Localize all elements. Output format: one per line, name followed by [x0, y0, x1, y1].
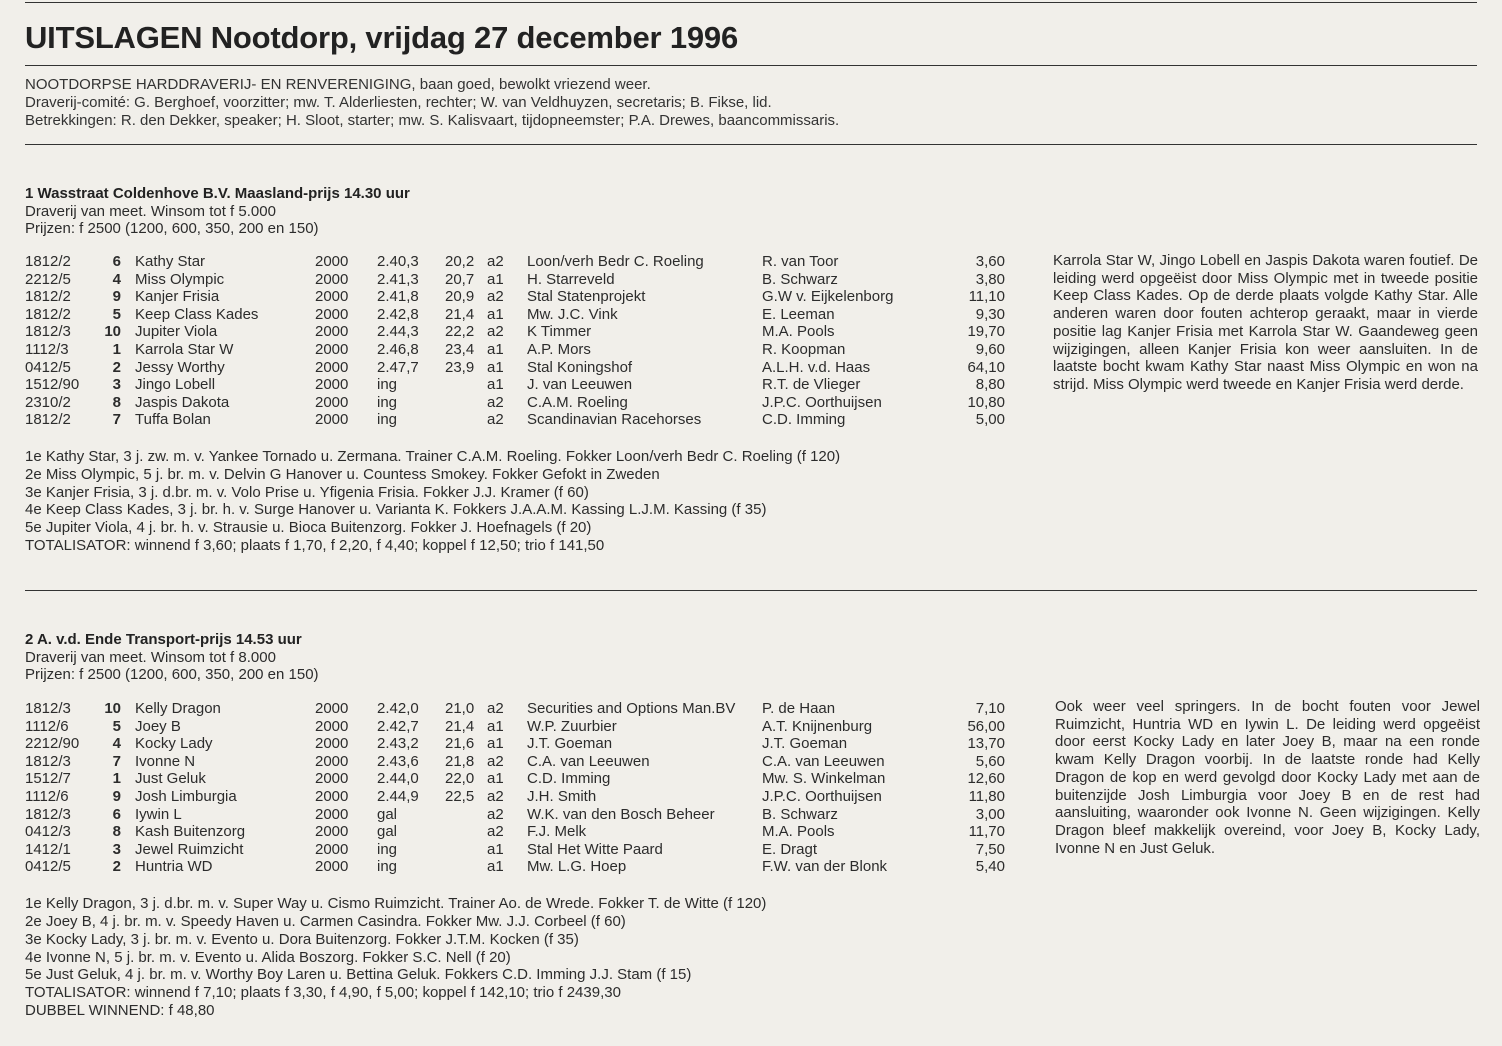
result-dist: 2000	[315, 735, 349, 753]
race-2-totalisator: TOTALISATOR: winnend f 7,10; plaats f 3,30, f 4,90, f 5,00; koppel f 142,10; trio f 2439,30	[25, 984, 621, 1001]
result-dist: 2000	[315, 752, 349, 770]
officials-line: Betrekkingen: R. den Dekker, speaker; H. Sloot, starter; mw. S. Kalisvaart, tijdopneemster; P.A. Drewes, baancommissaris.	[25, 112, 840, 129]
result-driver: J.T. Goeman	[762, 735, 848, 753]
race-1-placing-5: 5e Jupiter Viola, 4 j. br. h. v. Strausie u. Bioca Buitenzorg. Fokker J. Hoefnagels (f 20)	[25, 519, 592, 536]
result-row	[25, 394, 1015, 412]
result-owner: Loon/verh Bedr C. Roeling	[527, 253, 704, 270]
result-time: 2.42,0	[377, 700, 419, 717]
result-row	[25, 823, 1015, 841]
result-time: ing	[377, 411, 398, 429]
result-horse: Karrola Star W	[135, 340, 234, 358]
result-odds: 9,30	[975, 305, 1005, 323]
result-num: 3	[112, 840, 121, 858]
result-owner: J.T. Goeman	[527, 735, 613, 753]
result-form: 1512/90	[25, 376, 80, 394]
result-owner: W.K. van den Bosch Beheer	[527, 805, 715, 823]
result-dist: 2000	[315, 717, 349, 735]
result-num: 4	[112, 270, 121, 288]
result-dist: 2000	[315, 358, 349, 376]
result-horse: Kelly Dragon	[135, 700, 221, 717]
result-start: a1	[487, 340, 504, 358]
result-horse: Keep Class Kades	[135, 305, 259, 323]
result-time: 2.44,9	[377, 787, 419, 805]
result-driver: M.A. Pools	[762, 323, 835, 341]
result-driver: J.P.C. Oorthuijsen	[762, 787, 882, 805]
result-form: 1812/2	[25, 253, 71, 270]
result-num: 9	[112, 288, 121, 306]
result-time: 2.44,3	[377, 323, 419, 341]
result-horse: Miss Olympic	[135, 270, 225, 288]
result-horse: Iywin L	[135, 805, 182, 823]
result-time: 2.42,7	[377, 717, 419, 735]
result-form: 1812/3	[25, 805, 71, 823]
result-owner: Stal Het Witte Paard	[527, 840, 663, 858]
result-form: 1812/3	[25, 323, 71, 341]
result-owner: C.A. van Leeuwen	[527, 752, 650, 770]
result-num: 5	[112, 305, 121, 323]
result-form: 2212/5	[25, 270, 71, 288]
title-rule	[25, 65, 1477, 66]
result-odds: 3,00	[975, 805, 1005, 823]
result-red: 20,7	[445, 270, 475, 288]
result-row	[25, 411, 1015, 429]
race-1-placing-4: 4e Keep Class Kades, 3 j. br. h. v. Surge Hanover u. Varianta K. Fokkers J.A.A.M. Kassing L.J.M. Kassing (f 35)	[25, 501, 767, 518]
result-driver: C.D. Imming	[762, 411, 846, 429]
result-owner: F.J. Melk	[527, 823, 587, 841]
result-form: 1112/6	[25, 717, 69, 735]
result-driver: M.A. Pools	[762, 823, 835, 841]
result-red: 21,4	[445, 717, 475, 735]
result-form: 0412/5	[25, 858, 71, 876]
result-start: a1	[487, 735, 504, 753]
result-red: 21,0	[445, 700, 475, 717]
result-form: 2310/2	[25, 393, 71, 411]
result-row	[25, 858, 1015, 876]
result-time: 2.47,7	[377, 358, 419, 376]
result-owner: Mw. L.G. Hoep	[527, 858, 627, 876]
result-start: a2	[487, 823, 504, 841]
result-time: 2.42,8	[377, 305, 419, 323]
result-driver: R.T. de Vlieger	[762, 376, 861, 394]
result-dist: 2000	[315, 305, 349, 323]
result-num: 1	[112, 340, 121, 358]
result-driver: J.P.C. Oorthuijsen	[762, 393, 882, 411]
result-start: a1	[487, 770, 504, 788]
race-2-results-table	[25, 700, 1015, 876]
top-rule	[25, 2, 1477, 3]
race-2-placing-1: 1e Kelly Dragon, 3 j. d.br. m. v. Super Way u. Cismo Ruimzicht. Trainer Ao. de Wrede. Fokker T. de Witte (f 120)	[25, 895, 767, 912]
result-driver: B. Schwarz	[762, 270, 838, 288]
page-title: UITSLAGEN Nootdorp, vrijdag 27 december 1996	[25, 20, 738, 55]
result-time: gal	[377, 805, 398, 823]
result-driver: B. Schwarz	[762, 805, 838, 823]
result-row	[25, 253, 1015, 271]
result-start: a1	[487, 840, 504, 858]
result-time: 2.46,8	[377, 340, 419, 358]
result-num: 6	[112, 253, 121, 270]
result-odds: 3,80	[975, 270, 1005, 288]
result-row	[25, 718, 1015, 736]
result-odds: 5,40	[975, 858, 1005, 876]
result-driver: C.A. van Leeuwen	[762, 752, 885, 770]
result-red: 20,2	[445, 253, 475, 270]
result-start: a1	[487, 858, 504, 876]
result-time: 2.40,3	[377, 253, 419, 270]
result-red: 21,8	[445, 752, 475, 770]
result-row	[25, 359, 1015, 377]
race-2-heading: 2 A. v.d. Ende Transport-prijs 14.53 uur	[25, 631, 302, 648]
result-horse: Kathy Star	[135, 253, 206, 270]
result-form: 1812/3	[25, 752, 71, 770]
race-1-comment: Karrola Star W, Jingo Lobell en Jaspis Dakota waren foutief. De leiding werd opgeëist door Miss Olympic met in tweede positie Keep Class Kades. Op de derde plaats volgde Kathy Star. Alle anderen waren door fouten achterop geraakt, maar in vierde positie lag Kanjer Frisia met Karrola Star W. Gaandeweg geen wijzigingen, alleen Kanjer Frisia kon weer aansluiten. In de laatste bocht kwam Kathy Star naast Miss Olympic en won na strijd. Miss Olympic werd tweede en Kanjer Frisia werd derde.	[1053, 252, 1478, 393]
result-start: a1	[487, 358, 504, 376]
result-num: 6	[112, 805, 121, 823]
result-odds: 10,80	[967, 393, 1005, 411]
result-dist: 2000	[315, 823, 349, 841]
result-num: 1	[112, 770, 121, 788]
result-start: a1	[487, 270, 504, 288]
result-row	[25, 700, 1015, 718]
result-num: 7	[112, 411, 121, 429]
result-dist: 2000	[315, 700, 349, 717]
result-form: 1412/1	[25, 840, 71, 858]
result-odds: 56,00	[967, 717, 1005, 735]
result-dist: 2000	[315, 393, 349, 411]
result-red: 21,6	[445, 735, 475, 753]
result-red: 22,5	[445, 787, 475, 805]
result-row	[25, 806, 1015, 824]
result-owner: W.P. Zuurbier	[527, 717, 617, 735]
result-dist: 2000	[315, 787, 349, 805]
result-horse: Jessy Worthy	[135, 358, 225, 376]
result-num: 2	[112, 858, 121, 876]
result-time: ing	[377, 393, 398, 411]
result-owner: Stal Statenprojekt	[527, 288, 646, 306]
result-driver: Mw. S. Winkelman	[762, 770, 886, 788]
result-dist: 2000	[315, 411, 349, 429]
result-horse: Jaspis Dakota	[135, 393, 230, 411]
result-dist: 2000	[315, 270, 349, 288]
result-driver: R. van Toor	[762, 253, 839, 270]
result-owner: H. Starreveld	[527, 270, 615, 288]
result-num: 8	[112, 393, 121, 411]
result-row	[25, 841, 1015, 859]
result-driver: A.T. Knijnenburg	[762, 717, 873, 735]
result-red: 23,4	[445, 340, 475, 358]
race-2-placing-3: 3e Kocky Lady, 3 j. br. m. v. Evento u. Dora Buitenzorg. Fokker J.T.M. Kocken (f 35)	[25, 931, 579, 948]
result-odds: 64,10	[967, 358, 1005, 376]
result-start: a2	[487, 253, 504, 270]
result-horse: Ivonne N	[135, 752, 196, 770]
race-1-conditions: Draverij van meet. Winsom tot f 5.000	[25, 203, 276, 220]
result-row	[25, 735, 1015, 753]
result-dist: 2000	[315, 376, 349, 394]
result-start: a1	[487, 717, 504, 735]
result-horse: Jewel Ruimzicht	[135, 840, 244, 858]
race-1-placing-1: 1e Kathy Star, 3 j. zw. m. v. Yankee Tornado u. Zermana. Trainer C.A.M. Roeling. Fokker Loon/verh Bedr C. Roeling (f 120)	[25, 448, 841, 465]
race-2-placing-2: 2e Joey B, 4 j. br. m. v. Speedy Haven u. Carmen Casindra. Fokker Mw. J.J. Corbeel (f 60)	[25, 913, 626, 930]
result-horse: Jingo Lobell	[135, 376, 216, 394]
result-row	[25, 323, 1015, 341]
result-row	[25, 288, 1015, 306]
result-num: 10	[104, 700, 121, 717]
result-horse: Jupiter Viola	[135, 323, 218, 341]
result-owner: Mw. J.C. Vink	[527, 305, 618, 323]
result-time: 2.43,6	[377, 752, 419, 770]
result-driver: P. de Haan	[762, 700, 836, 717]
result-form: 1512/7	[25, 770, 71, 788]
result-owner: C.A.M. Roeling	[527, 393, 628, 411]
result-num: 3	[112, 376, 121, 394]
result-form: 0412/5	[25, 358, 71, 376]
race-1-placing-3: 3e Kanjer Frisia, 3 j. d.br. m. v. Volo Prise u. Yfigenia Frisia. Fokker J.J. Kramer (f 60)	[25, 484, 589, 501]
result-driver: E. Leeman	[762, 305, 835, 323]
result-time: ing	[377, 376, 398, 394]
result-horse: Just Geluk	[135, 770, 206, 788]
race-1-results-table	[25, 253, 1015, 429]
race-1-heading: 1 Wasstraat Coldenhove B.V. Maasland-prijs 14.30 uur	[25, 185, 410, 202]
result-row	[25, 770, 1015, 788]
result-odds: 7,10	[975, 700, 1005, 717]
result-form: 1812/2	[25, 305, 71, 323]
result-start: a1	[487, 305, 504, 323]
result-form: 2212/90	[25, 735, 80, 753]
result-owner: Stal Koningshof	[527, 358, 633, 376]
committee-line: Draverij-comité: G. Berghoef, voorzitter; mw. T. Alderliesten, rechter; W. van Veldhuyzen, secretaris; B. Fikse, lid.	[25, 94, 772, 111]
result-horse: Kanjer Frisia	[135, 288, 220, 306]
result-time: gal	[377, 823, 398, 841]
result-dist: 2000	[315, 253, 349, 270]
result-time: 2.41,8	[377, 288, 419, 306]
result-num: 7	[112, 752, 121, 770]
result-row	[25, 753, 1015, 771]
result-dist: 2000	[315, 770, 349, 788]
result-odds: 5,00	[975, 411, 1005, 429]
result-driver: G.W v. Eijkelenborg	[762, 288, 894, 306]
result-owner: J.H. Smith	[527, 787, 597, 805]
result-start: a2	[487, 700, 504, 717]
result-odds: 9,60	[975, 340, 1005, 358]
result-driver: A.L.H. v.d. Haas	[762, 358, 871, 376]
result-num: 4	[112, 735, 121, 753]
result-odds: 11,80	[968, 787, 1005, 805]
result-time: 2.44,0	[377, 770, 419, 788]
result-form: 1812/2	[25, 411, 71, 429]
result-form: 1112/3	[25, 340, 69, 358]
result-driver: R. Koopman	[762, 340, 846, 358]
race-2-placing-5: 5e Just Geluk, 4 j. br. m. v. Worthy Boy Laren u. Bettina Geluk. Fokkers C.D. Imming J.J. Stam (f 15)	[25, 966, 692, 983]
result-dist: 2000	[315, 323, 349, 341]
result-odds: 19,70	[967, 323, 1005, 341]
header-divider	[25, 144, 1477, 145]
result-horse: Josh Limburgia	[135, 787, 237, 805]
result-dist: 2000	[315, 840, 349, 858]
result-red: 20,9	[445, 288, 475, 306]
result-start: a2	[487, 787, 504, 805]
result-row	[25, 376, 1015, 394]
result-dist: 2000	[315, 805, 349, 823]
result-row	[25, 306, 1015, 324]
result-owner: Scandinavian Racehorses	[527, 411, 702, 429]
result-dist: 2000	[315, 858, 349, 876]
result-time: ing	[377, 840, 398, 858]
result-driver: E. Dragt	[762, 840, 818, 858]
result-red: 21,4	[445, 305, 475, 323]
result-red: 22,2	[445, 323, 475, 341]
result-dist: 2000	[315, 288, 349, 306]
result-horse: Tuffa Bolan	[135, 411, 211, 429]
result-driver: F.W. van der Blonk	[762, 858, 888, 876]
result-horse: Kocky Lady	[135, 735, 213, 753]
result-odds: 8,80	[975, 376, 1005, 394]
result-owner: C.D. Imming	[527, 770, 611, 788]
result-row	[25, 341, 1015, 359]
result-form: 1112/6	[25, 787, 69, 805]
result-start: a2	[487, 323, 504, 341]
result-owner: K Timmer	[527, 323, 592, 341]
result-odds: 12,60	[967, 770, 1005, 788]
result-start: a1	[487, 376, 504, 394]
result-start: a2	[487, 393, 504, 411]
race-divider	[25, 590, 1477, 591]
race-1-prizes: Prijzen: f 2500 (1200, 600, 350, 200 en 150)	[25, 220, 319, 237]
race-2-conditions: Draverij van meet. Winsom tot f 8.000	[25, 649, 276, 666]
result-num: 2	[112, 358, 121, 376]
result-owner: Securities and Options Man.BV	[527, 700, 736, 717]
race-1-placing-2: 2e Miss Olympic, 5 j. br. m. v. Delvin G Hanover u. Countess Smokey. Fokker Gefokt in Zweden	[25, 466, 660, 483]
result-odds: 7,50	[975, 840, 1005, 858]
result-start: a2	[487, 805, 504, 823]
result-dist: 2000	[315, 340, 349, 358]
association-line: NOOTDORPSE HARDDRAVERIJ- EN RENVERENIGING, baan goed, bewolkt vriezend weer.	[25, 76, 651, 93]
race-2-comment: Ook weer veel springers. In de bocht fouten voor Jewel Ruimzicht, Huntria WD en Iywin L. De leiding werd opgeëist door eerst Kocky Lady en later Joey B, maar na een ronde kwam Kelly Dragon voorbij. In de laatste ronde had Kelly Dragon de kop en werd gevolgd door Kocky Lady met aan de buitenzijde Josh Limburgia voor Joey B en de rest had aansluiting, waaronder ook Ivonne N. Geen wijzigingen. Kelly Dragon bleef makkelijk overeind, voor Joey B, Kocky Lady, Ivonne N en Just Geluk.	[1055, 698, 1480, 857]
result-num: 9	[112, 787, 121, 805]
result-odds: 5,60	[975, 752, 1005, 770]
result-form: 0412/3	[25, 823, 71, 841]
result-time: 2.41,3	[377, 270, 419, 288]
result-start: a2	[487, 411, 504, 429]
result-form: 1812/2	[25, 288, 71, 306]
result-num: 5	[112, 717, 121, 735]
result-time: ing	[377, 858, 398, 876]
result-owner: A.P. Mors	[527, 340, 591, 358]
result-num: 10	[104, 323, 121, 341]
result-odds: 11,70	[968, 823, 1005, 841]
result-horse: Huntria WD	[135, 858, 213, 876]
result-start: a2	[487, 752, 504, 770]
result-row	[25, 788, 1015, 806]
result-start: a2	[487, 288, 504, 306]
result-horse: Joey B	[135, 717, 181, 735]
result-red: 22,0	[445, 770, 475, 788]
race-2-placing-4: 4e Ivonne N, 5 j. br. m. v. Evento u. Alida Boszorg. Fokker S.C. Nell (f 20)	[25, 949, 511, 966]
race-1-totalisator: TOTALISATOR: winnend f 3,60; plaats f 1,70, f 2,20, f 4,40; koppel f 12,50; trio f 141,50	[25, 537, 605, 554]
result-horse: Kash Buitenzorg	[135, 823, 246, 841]
result-owner: J. van Leeuwen	[527, 376, 633, 394]
result-odds: 3,60	[975, 253, 1005, 270]
race-2-dubbel-winnend: DUBBEL WINNEND: f 48,80	[25, 1002, 215, 1019]
result-form: 1812/3	[25, 700, 71, 717]
result-odds: 13,70	[967, 735, 1005, 753]
result-time: 2.43,2	[377, 735, 419, 753]
race-2-prizes: Prijzen: f 2500 (1200, 600, 350, 200 en 150)	[25, 666, 319, 683]
result-num: 8	[112, 823, 121, 841]
result-odds: 11,10	[968, 288, 1005, 306]
result-row	[25, 271, 1015, 289]
result-red: 23,9	[445, 358, 475, 376]
